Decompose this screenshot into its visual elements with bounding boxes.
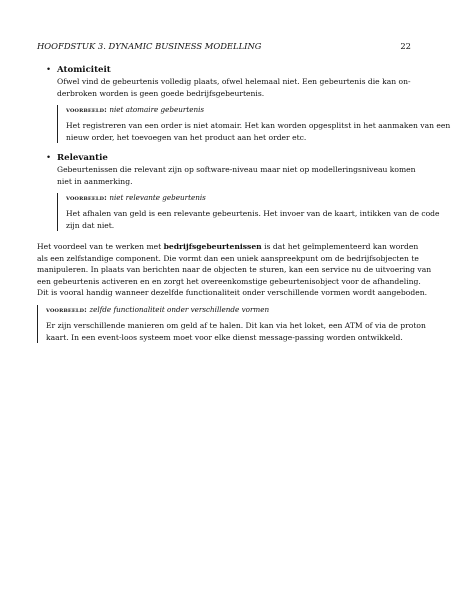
example-subtitle: niet atomaire gebeurtenis [109, 105, 205, 115]
paragraph-line: Ofwel vind de gebeurtenis volledig plaats, ofwel helemaal niet. Een gebeurtenis die kan on- [57, 77, 411, 86]
example-subtitle: niet relevante gebeurtenis [109, 193, 206, 203]
running-header [37, 41, 411, 55]
bold-term: bedrijfsgebeurtenissen [163, 242, 262, 251]
paragraph-line: derbroken worden is geen goede bedrijfsgebeurtenis. [57, 88, 265, 98]
paragraph-line: Het voordeel van te werken met bedrijfsgebeurtenissen is dat het geïmplementeerd kan worden [37, 242, 419, 251]
example-label: voorbeeld: [46, 305, 88, 314]
chapter-title: HOOFDSTUK 3. DYNAMIC BUSINESS MODELLING [37, 41, 262, 51]
example-line: zijn dat niet. [66, 220, 115, 230]
example-label: voorbeeld: [66, 193, 108, 203]
example-box [37, 305, 426, 343]
example-box [57, 193, 440, 231]
bullet-icon: • [46, 65, 52, 75]
body-paragraph [37, 241, 432, 299]
example-line: kaart. In een event-loos systeem moet voor elke dienst message-passing worden ontwikkeld. [46, 332, 403, 342]
page-number: 22 [400, 41, 411, 51]
bullet-icon: • [46, 153, 52, 163]
paragraph-line: als een zelfstandige component. Die vormt dan een uniek aanspreekpunt om de bedrijfsobjecten te [37, 253, 419, 263]
paragraph-line: niet in aanmerking. [57, 176, 133, 186]
example-line: nieuw order, het toevoegen van het product aan het order etc. [66, 132, 307, 142]
example-line: Het registreren van een order is niet atomair. Het kan worden opgesplitst in het aanmaken van een [66, 121, 451, 131]
bullet-relevantie [46, 152, 440, 231]
bullet-title: Atomiciteit [57, 65, 111, 75]
paragraph-line: een gebeurtenis activeren en en zorgt het overeenkomstige gebeurtenisobject voor de afhandeling. [37, 276, 421, 286]
example-line: Er zijn verschillende manieren om geld af te halen. Dit kan via het loket, een ATM of via de proton [46, 321, 426, 330]
paragraph-line: manipuleren. In plaats van berichten naar de objecten te sturen, kan een service nu de uitvoering van [37, 265, 432, 275]
example-subtitle: zelfde functionaliteit onder verschillende vormen [89, 305, 270, 314]
example-line: Het afhalen van geld is een relevante gebeurtenis. Het invoer van de kaart, intikken van de code [66, 209, 440, 219]
example-label: voorbeeld: [66, 105, 108, 115]
bullet-title: Relevantie [57, 153, 108, 163]
example-box [57, 105, 451, 143]
paragraph-line: Gebeurtenissen die relevant zijn op software-niveau maar niet op modelleringsniveau komen [57, 165, 416, 174]
paragraph-line: Dit is vooral handig wanneer dezelfde functionaliteit onder verschillende vormen wordt aangeboden. [37, 288, 428, 298]
bullet-atomiciteit [46, 64, 451, 143]
